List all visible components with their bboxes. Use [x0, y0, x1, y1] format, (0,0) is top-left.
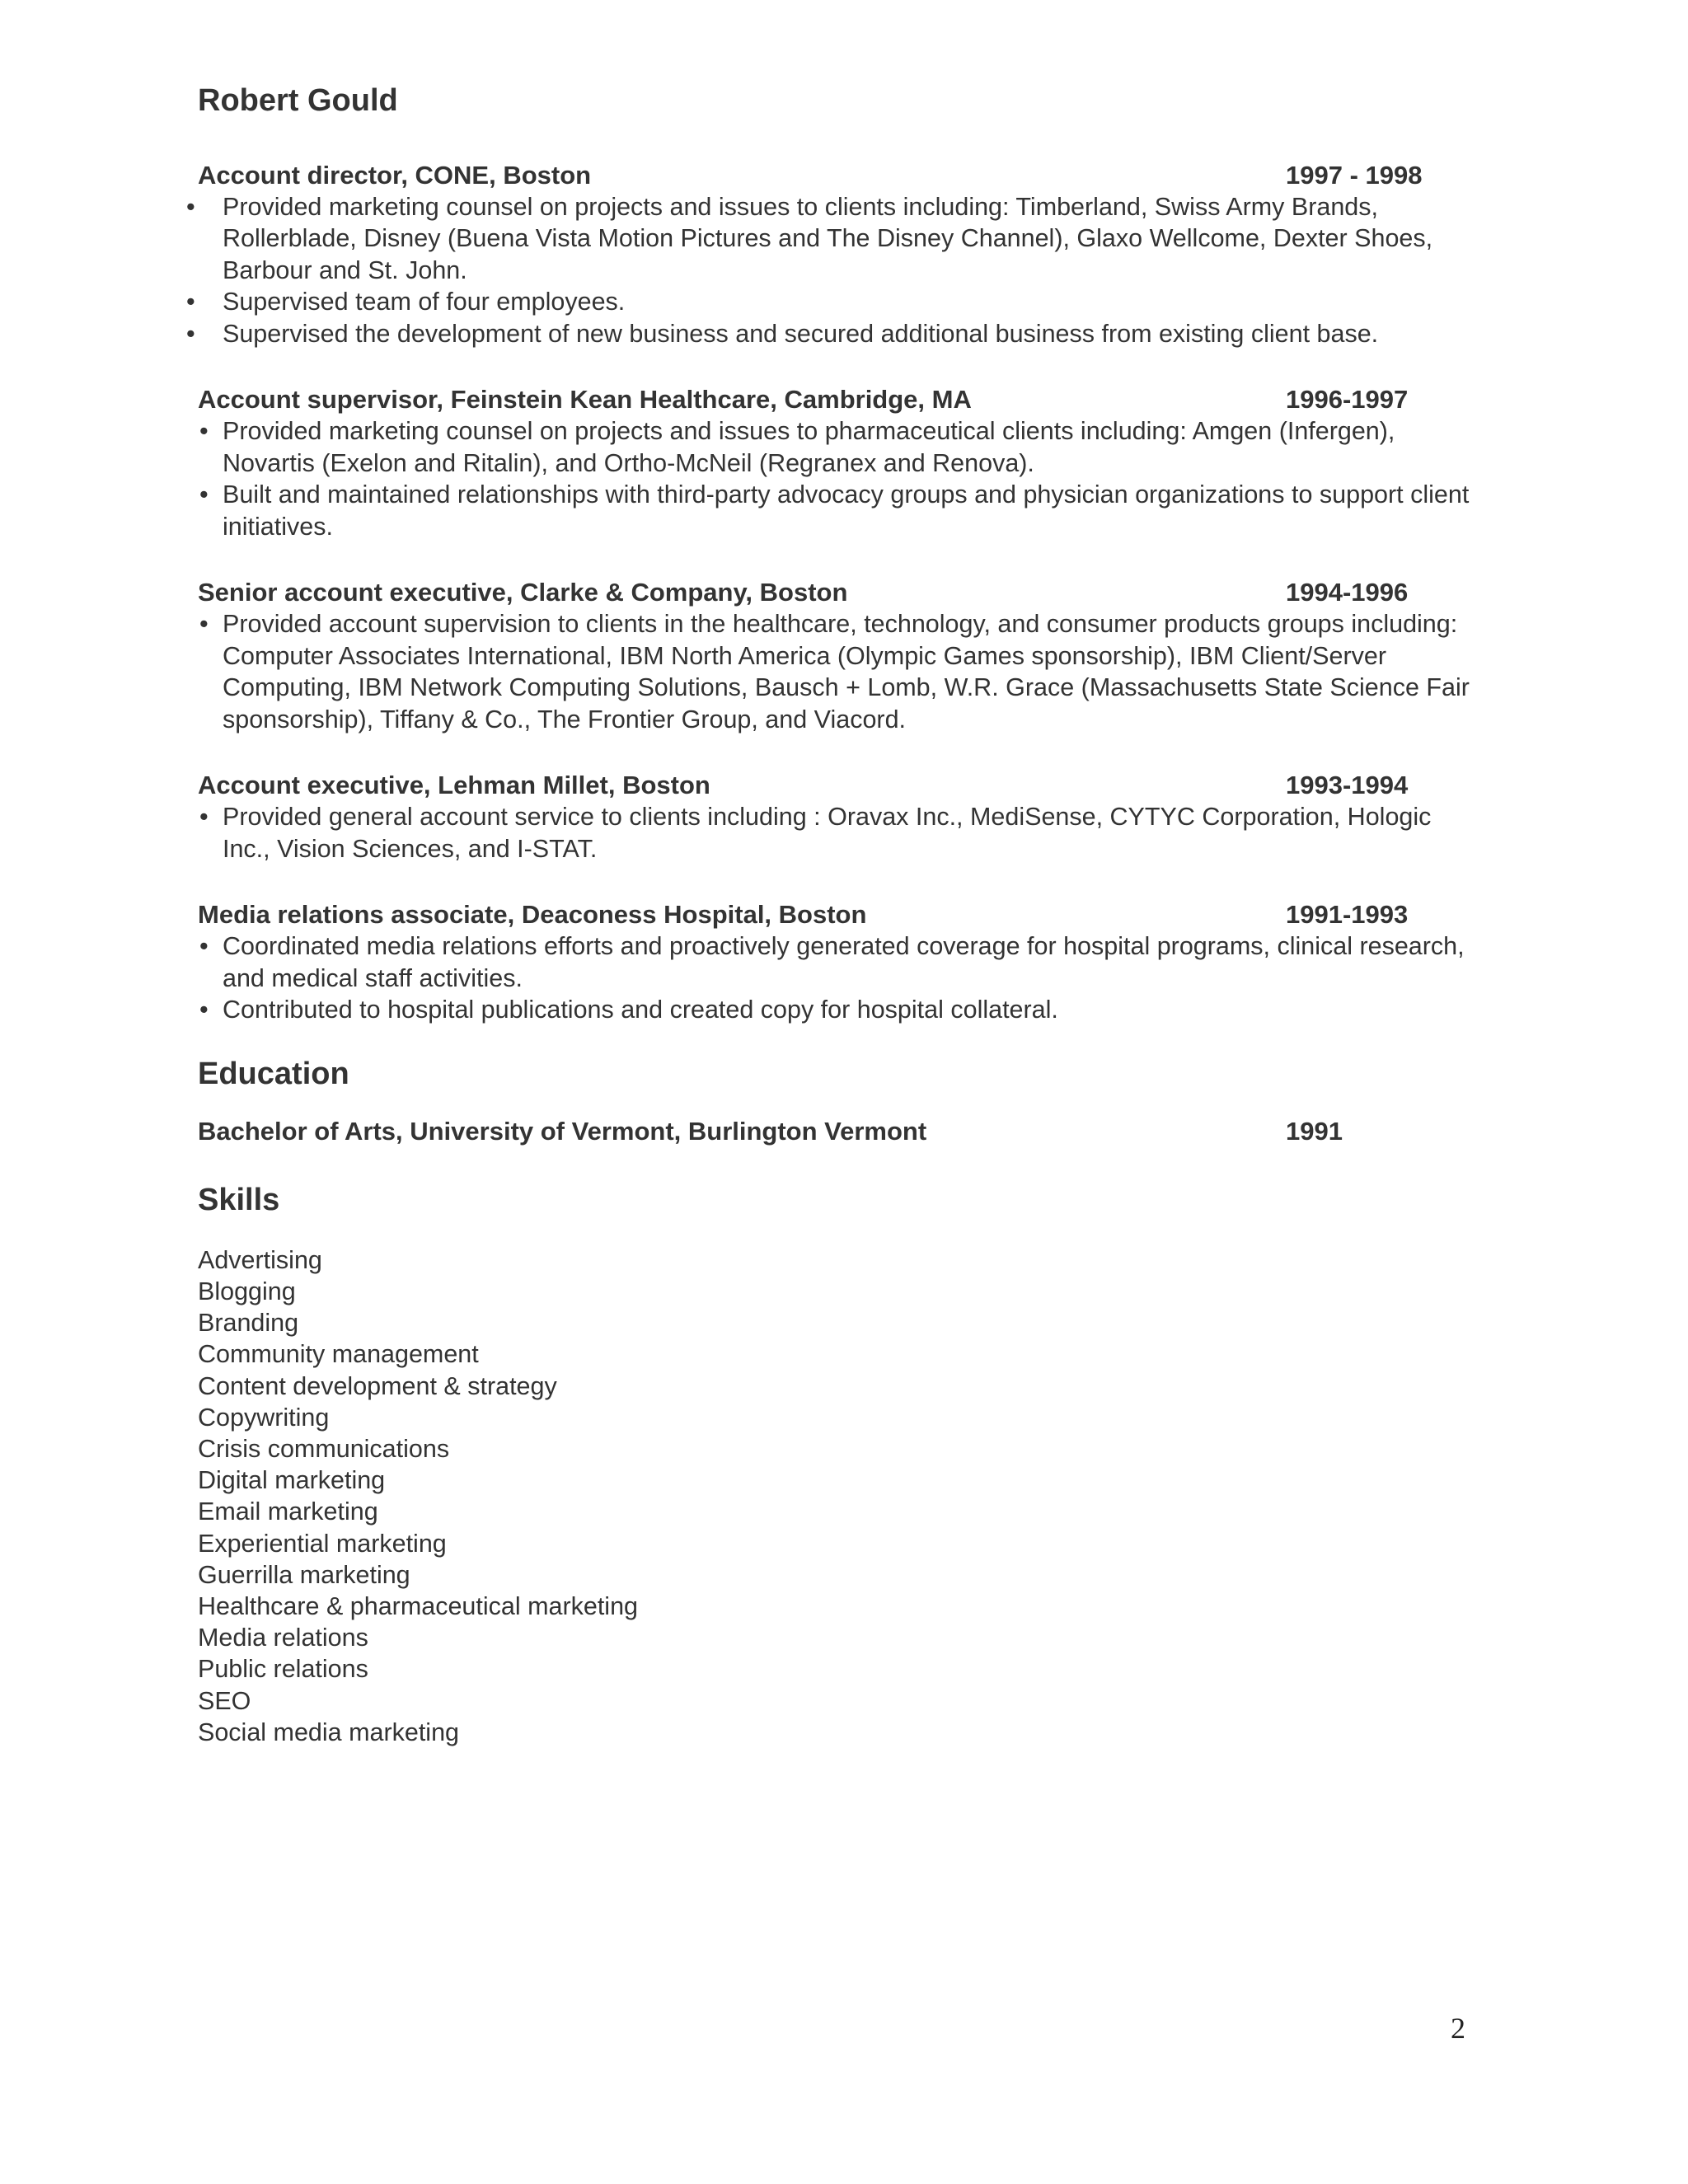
- education-entry: [198, 1116, 1484, 1147]
- job-years: 1994-1996: [1286, 578, 1409, 607]
- list-item: • Provided marketing counsel on projects and issues to clients including: Timberland, Swiss Army Brands, Rollerblade, Disney (Buena Vista Motion Pictures and The Disney Channel), Glaxo Wellcome, Dexter Shoes, Barbour and St. John.: [186, 192, 1433, 284]
- job-header: [198, 899, 1484, 930]
- bullet-icon: •: [199, 996, 209, 1024]
- job-title: Account supervisor, Feinstein Kean Healthcare, Cambridge, MA: [198, 385, 972, 415]
- job-years: 1997 - 1998: [1286, 160, 1423, 190]
- page-number: 2: [1451, 2012, 1465, 2045]
- list-item: • Provided marketing counsel on projects and issues to pharmaceutical clients including: Amgen (Infergen), Novartis (Exelon and Ritalin), and Ortho-McNeil (Regranex and Renova).: [199, 417, 1395, 477]
- list-item: • Supervised the development of new business and secured additional business from existing client base.: [198, 318, 1484, 350]
- job-title: Account director, CONE, Boston: [198, 160, 592, 190]
- job-header: [198, 160, 1484, 191]
- job-entry: [198, 899, 1484, 1026]
- job-years: 1993-1994: [1286, 771, 1409, 800]
- skill-item: Copywriting: [198, 1403, 330, 1432]
- job-years: 1991-1993: [1286, 900, 1409, 930]
- skill-item: Content development & strategy: [198, 1371, 557, 1400]
- skills-list: [198, 1244, 1484, 1748]
- bullet-icon: •: [199, 610, 209, 639]
- job-bullets: [186, 191, 1484, 350]
- bullet-icon: •: [186, 288, 195, 316]
- job-bullets: [198, 415, 1484, 542]
- bullet-icon: •: [186, 192, 195, 221]
- degree: Bachelor of Arts, University of Vermont, Burlington Vermont: [198, 1117, 927, 1146]
- skill-item: Digital marketing: [198, 1466, 386, 1495]
- skill-item: Advertising: [198, 1245, 322, 1274]
- job-entry: [198, 770, 1484, 865]
- list-item: • Built and maintained relationships with third-party advocacy groups and physician organizations to support client initiatives.: [199, 480, 1470, 541]
- candidate-name: Robert Gould: [198, 83, 398, 118]
- list-item: • Supervised team of four employees.: [198, 286, 1484, 318]
- skill-item: Media relations: [198, 1624, 368, 1652]
- job-entry: [186, 160, 1484, 350]
- list-item: • Coordinated media relations efforts and proactively generated coverage for hospital programs, clinical research, and medical staff activities.: [199, 932, 1465, 992]
- job-header: [198, 577, 1484, 608]
- education-heading: Education: [198, 1056, 349, 1091]
- list-item: • Provided general account service to clients including : Oravax Inc., MediSense, CYTYC Corporation, Hologic Inc., Vision Sciences, and I-STAT.: [199, 803, 1432, 863]
- job-bullets: [198, 608, 1484, 735]
- skill-item: Branding: [198, 1309, 299, 1338]
- skills-heading: Skills: [198, 1183, 280, 1218]
- resume-page: [186, 82, 1484, 1748]
- skill-item: Public relations: [198, 1655, 368, 1684]
- skill-item: Experiential marketing: [198, 1529, 447, 1558]
- job-entry: [198, 384, 1484, 542]
- bullet-icon: •: [199, 480, 209, 509]
- job-years: 1996-1997: [1286, 385, 1409, 415]
- graduation-year: 1991: [1286, 1117, 1343, 1146]
- job-title: Account executive, Lehman Millet, Boston: [198, 771, 710, 800]
- job-bullets: [198, 930, 1484, 1026]
- skill-item: Email marketing: [198, 1497, 378, 1526]
- skill-item: Healthcare & pharmaceutical marketing: [198, 1592, 639, 1621]
- list-item: • Provided account supervision to clients in the healthcare, technology, and consumer products groups including: Computer Associates International, IBM North America (Olympic Games sponsorship), IBM Client/Server Computing, IBM Network Computing Solutions, Bausch + Lomb, W.R. Grace (Massachusetts State Science Fair sponsorship), Tiffany & Co., The Frontier Group, and Viacord.: [199, 610, 1470, 733]
- job-entry: [198, 577, 1484, 735]
- skill-item: Social media marketing: [198, 1718, 460, 1746]
- job-header: [198, 770, 1484, 801]
- job-header: [198, 384, 1484, 415]
- bullet-icon: •: [199, 932, 209, 961]
- bullet-icon: •: [186, 319, 195, 348]
- skill-item: Crisis communications: [198, 1435, 450, 1463]
- skill-item: Blogging: [198, 1277, 296, 1305]
- list-item: • Contributed to hospital publications and created copy for hospital collateral.: [198, 994, 1484, 1026]
- skill-item: Guerrilla marketing: [198, 1560, 410, 1589]
- skill-item: SEO: [198, 1686, 251, 1715]
- bullet-icon: •: [199, 803, 209, 832]
- job-title: Senior account executive, Clarke & Company, Boston: [198, 578, 848, 607]
- job-title: Media relations associate, Deaconess Hospital, Boston: [198, 900, 867, 930]
- bullet-icon: •: [199, 417, 209, 446]
- job-bullets: [198, 801, 1484, 865]
- skill-item: Community management: [198, 1340, 479, 1369]
